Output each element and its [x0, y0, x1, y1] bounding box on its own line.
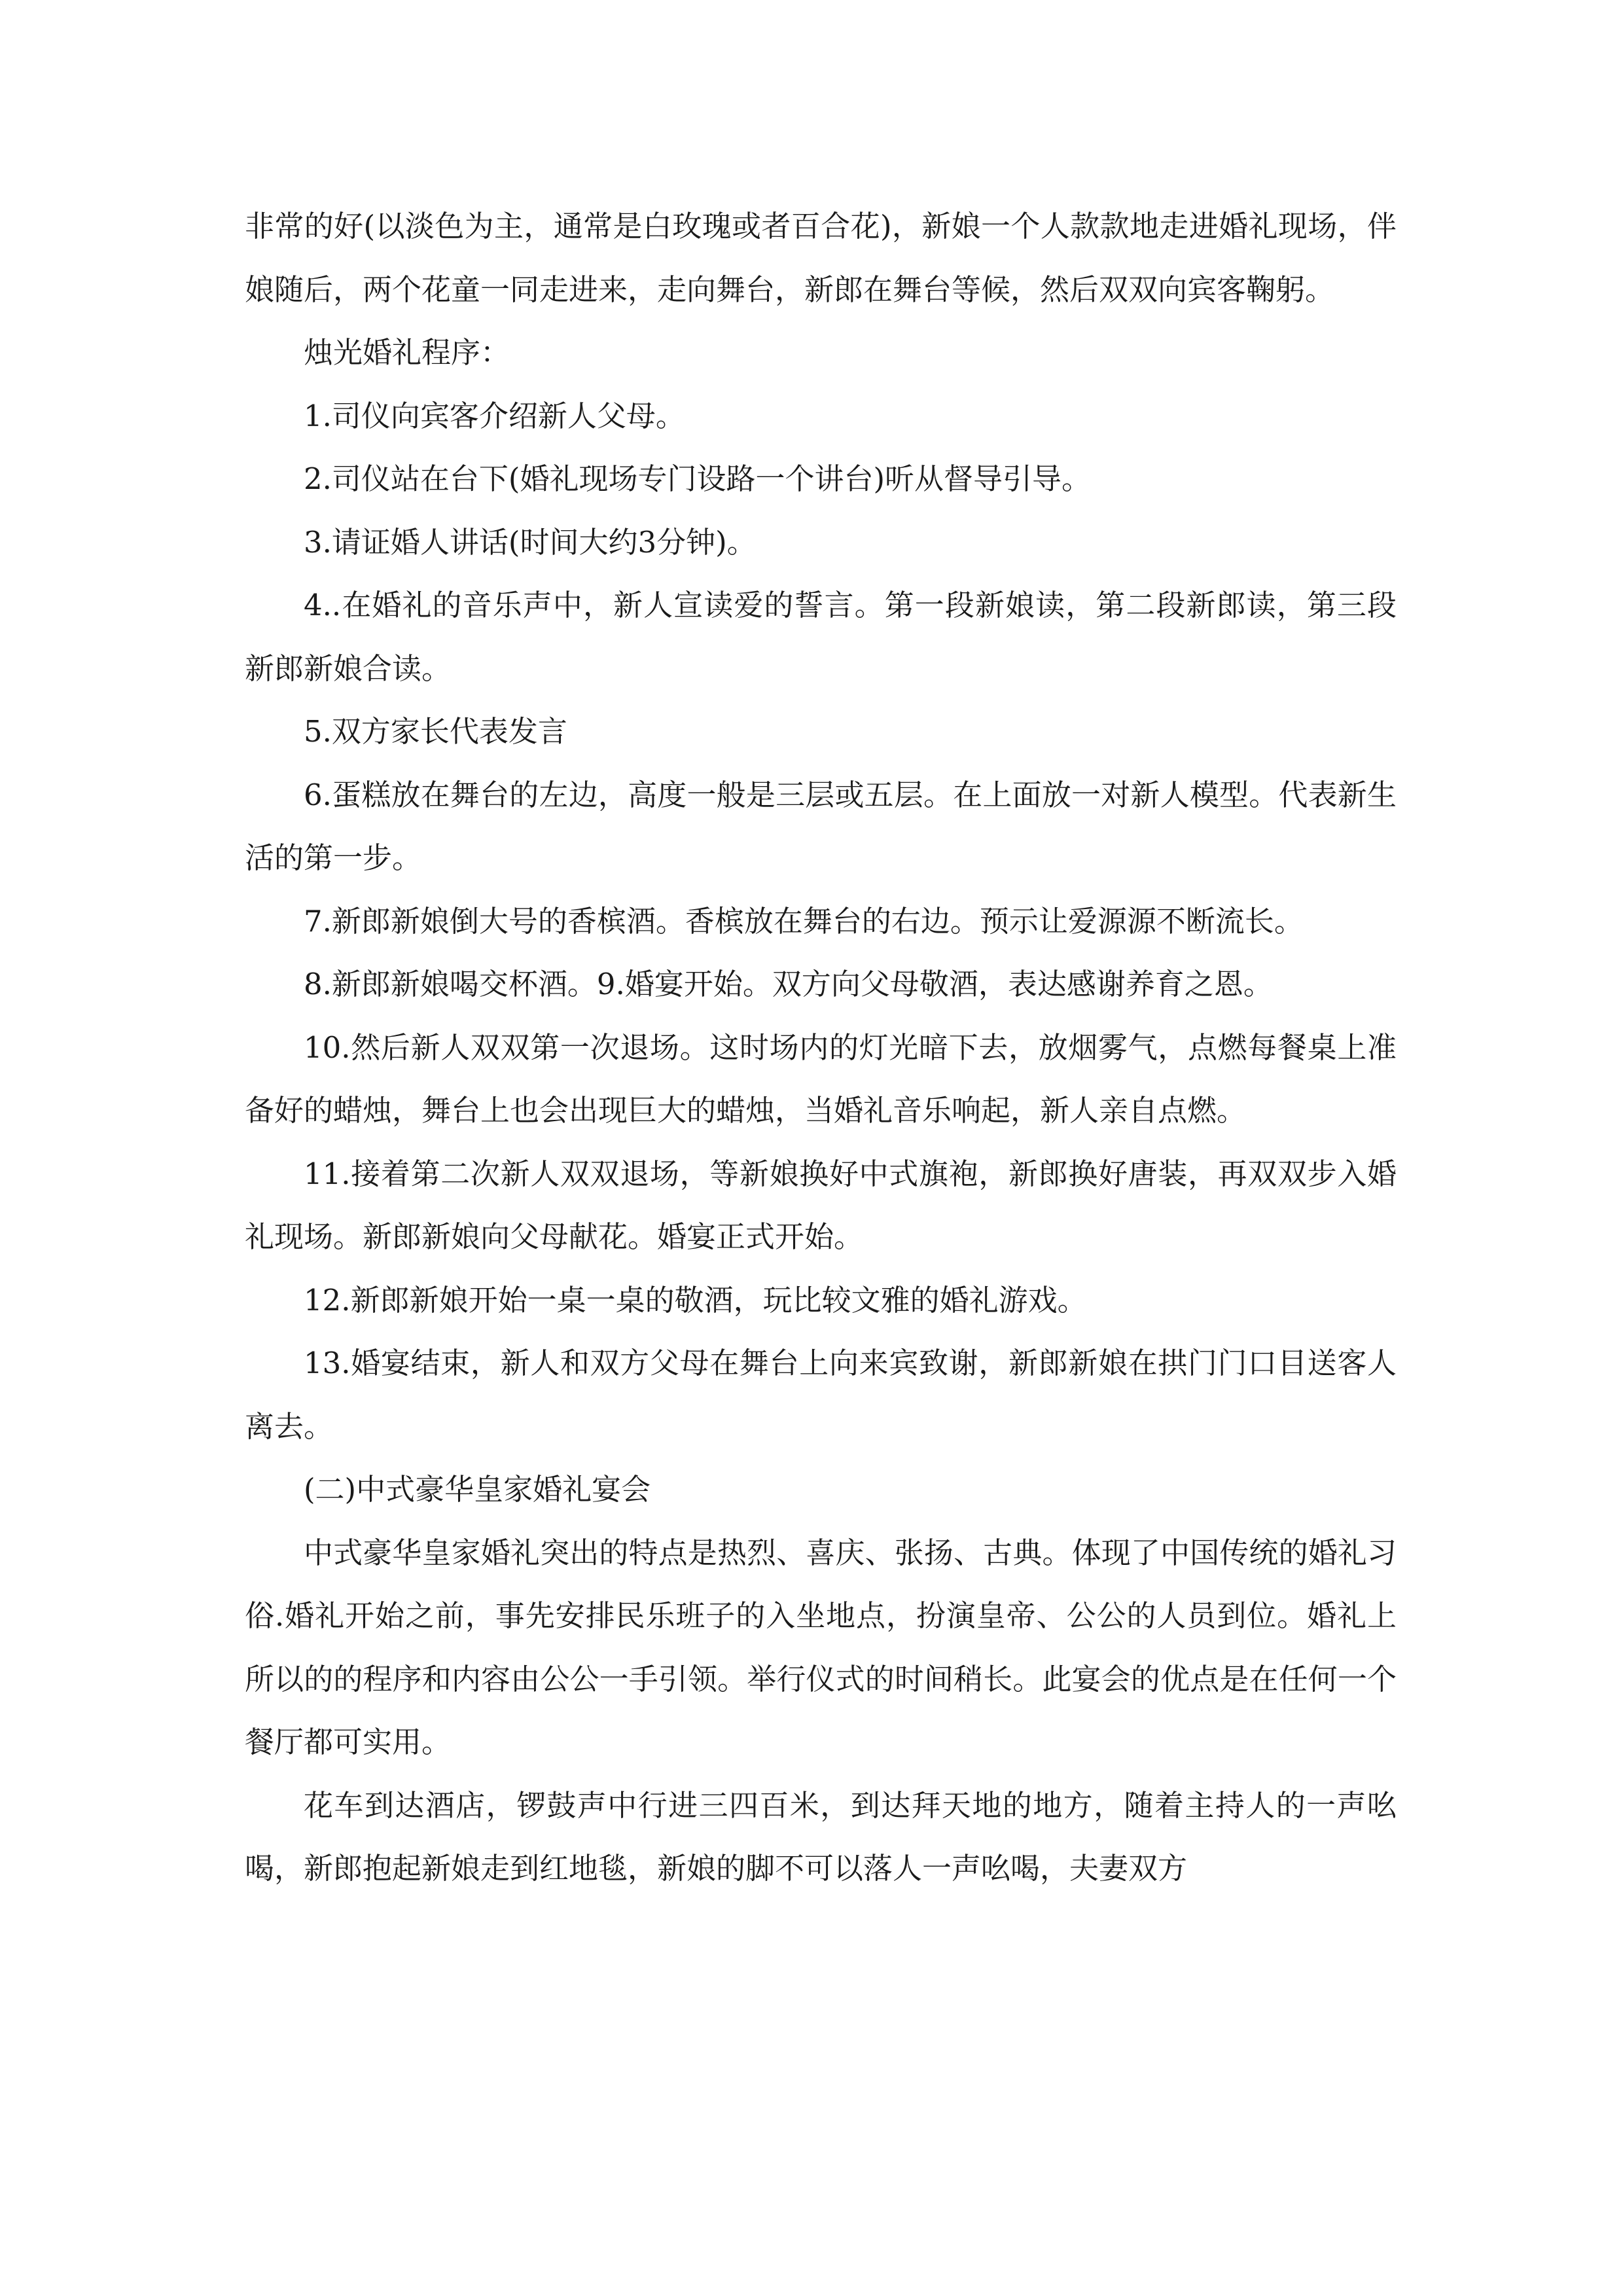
paragraph-7: 5.双方家长代表发言 [304, 714, 567, 749]
paragraph-9: 7.新郎新娘倒大号的香槟酒。香槟放在舞台的右边。预示让爱源源不断流长。 [304, 903, 1304, 939]
section-heading: (二)中式豪华皇家婚礼宴会 [304, 1472, 651, 1507]
paragraph-14: 13.婚宴结束，新人和双方父母在舞台上向来宾致谢，新郎新娘在拱门门口目送客人离去。 [245, 1346, 1397, 1444]
paragraph-11: 10.然后新人双双第一次退场。这时场内的灯光暗下去，放烟雾气，点燃每餐桌上准备好的蜡烛，舞台上也会出现巨大的蜡烛，当婚礼音乐响起，新人亲自点燃。 [245, 1030, 1397, 1128]
paragraph-6: 4..在婚礼的音乐声中，新人宣读爱的誓言。第一段新娘读，第二段新郎读，第三段新郎新娘合读。 [245, 588, 1397, 686]
paragraph-1: 非常的好(以淡色为主，通常是白玫瑰或者百合花)，新娘一个人款款地走进婚礼现场，伴娘随后，两个花童一同走进来，走向舞台，新郎在舞台等候，然后双双向宾客鞠躬。 [245, 209, 1397, 307]
paragraph-12: 11.接着第二次新人双双退场，等新娘换好中式旗袍，新郎换好唐装，再双双步入婚礼现场。新郎新娘向父母献花。婚宴正式开始。 [245, 1156, 1397, 1254]
paragraph-4: 2.司仪站在台下(婚礼现场专门设路一个讲台)听从督导引导。 [304, 461, 1092, 496]
paragraph-17: 花车到达酒店，锣鼓声中行进三四百米，到达拜天地的地方，随着主持人的一声吆喝，新郎抱起新娘走到红地毯，新娘的脚不可以落人一声吆喝，夫妻双方 [245, 1787, 1397, 1886]
paragraph-16: 中式豪华皇家婚礼突出的特点是热烈、喜庆、张扬、古典。体现了中国传统的婚礼习俗.婚礼开始之前，事先安排民乐班子的入坐地点，扮演皇帝、公公的人员到位。婚礼上所以的的程序和内容由公公一手引领。举行仪式的时间稍长。此宴会的优点是在任何一个餐厅都可实用。 [245, 1535, 1397, 1759]
paragraph-8: 6.蛋糕放在舞台的左边，高度一般是三层或五层。在上面放一对新人模型。代表新生活的第一步。 [245, 777, 1397, 875]
paragraph-10: 8.新郎新娘喝交杯酒。9.婚宴开始。双方向父母敬酒，表达感谢养育之恩。 [304, 967, 1273, 1001]
document-body [245, 195, 1397, 1901]
paragraph-13: 12.新郎新娘开始一桌一桌的敬酒，玩比较文雅的婚礼游戏。 [304, 1282, 1087, 1318]
paragraph-5: 3.请证婚人讲话(时间大约3分钟)。 [304, 524, 757, 560]
paragraph-3: 1.司仪向宾客介绍新人父母。 [304, 398, 685, 433]
paragraph-2: 烛光婚礼程序： [304, 335, 510, 370]
